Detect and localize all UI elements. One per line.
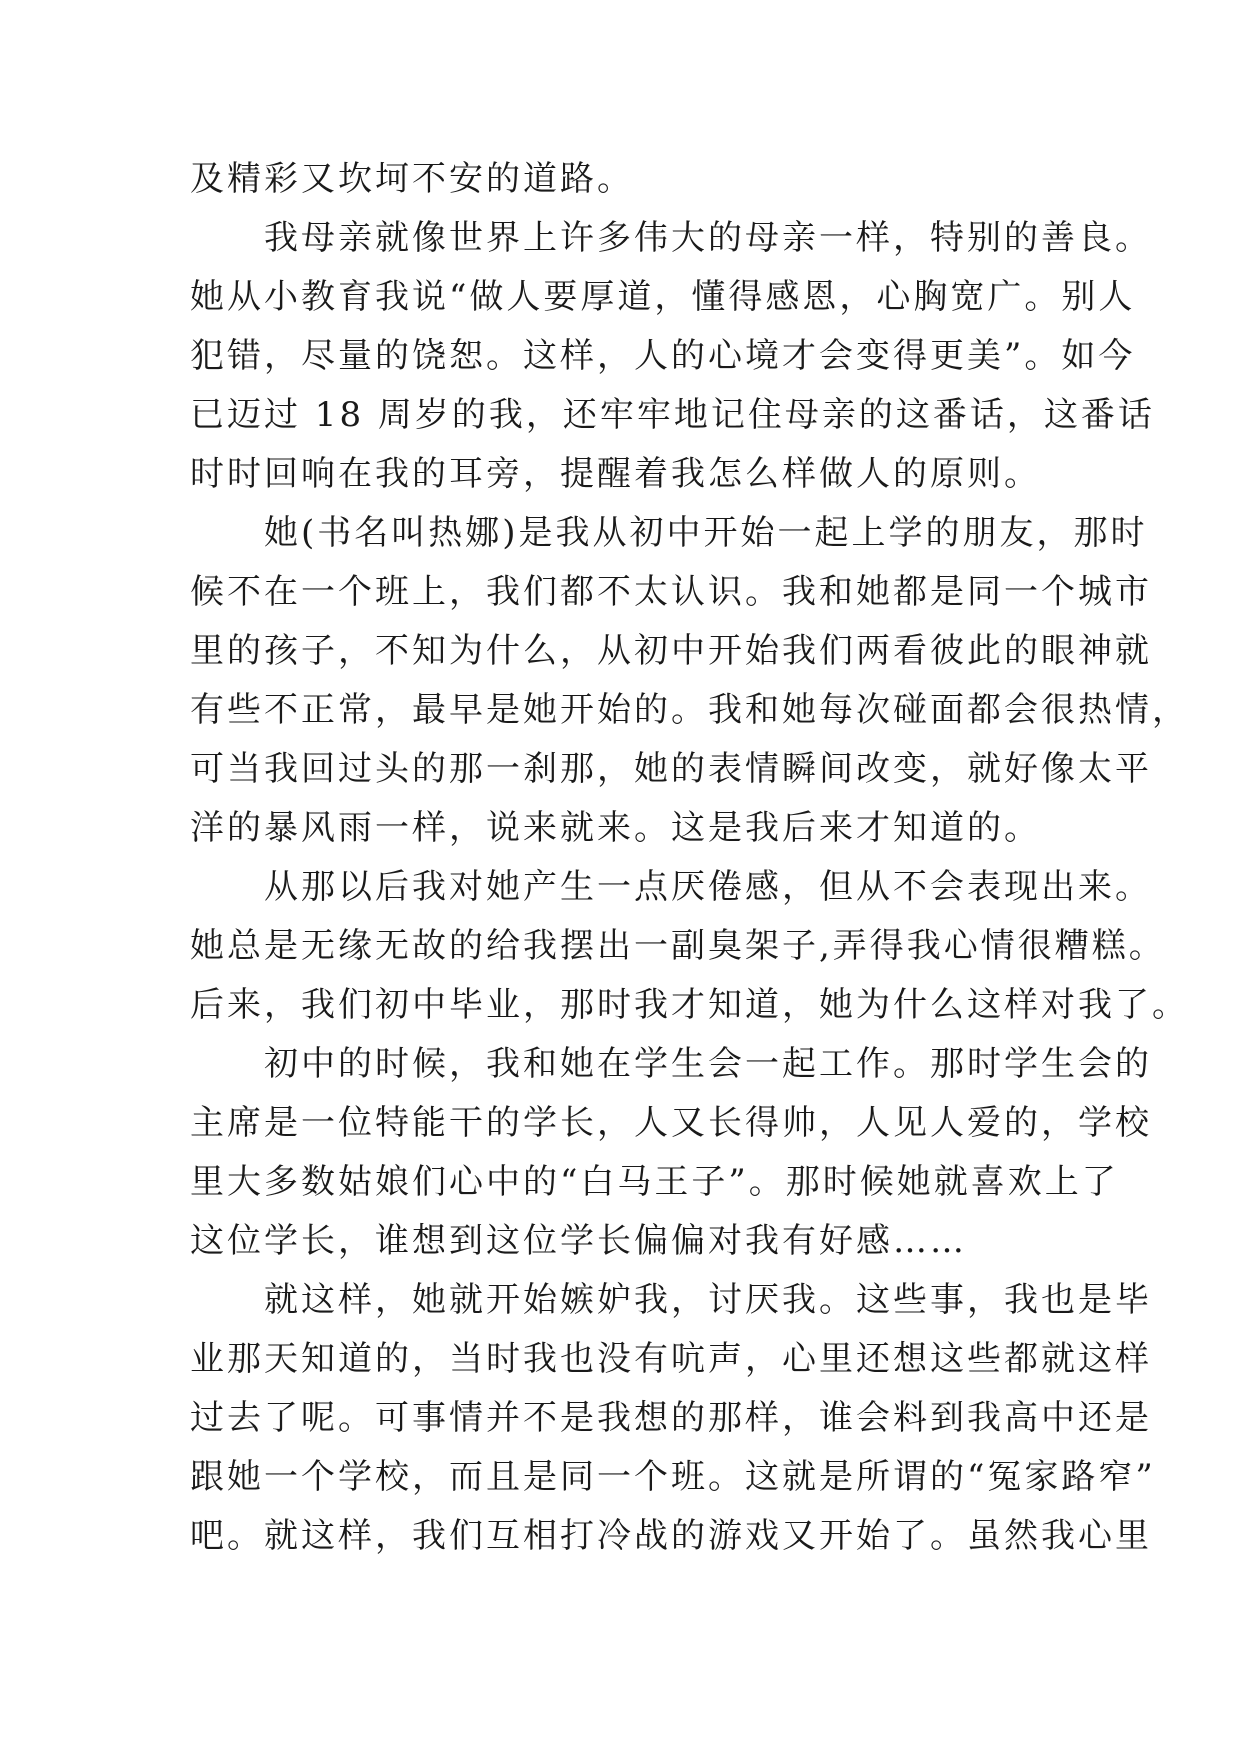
text-line: 业那天知道的，当时我也没有吭声，心里还想这些都就这样 — [190, 1339, 1152, 1379]
text-line: 里大多数姑娘们心中的“白马王子”。那时候她就喜欢上了 — [190, 1162, 1119, 1202]
text-line: 从那以后我对她产生一点厌倦感，但从不会表现出来。 — [190, 867, 1152, 907]
text-line: 主席是一位特能干的学长，人又长得帅，人见人爱的，学校 — [190, 1103, 1152, 1143]
text-line: 跟她一个学校，而且是同一个班。这就是所谓的“冤家路窄” — [190, 1457, 1156, 1497]
text-line: 这位学长，谁想到这位学长偏偏对我有好感…… — [190, 1221, 967, 1261]
text-line: 犯错，尽量的饶恕。这样，人的心境才会变得更美”。如今 — [190, 336, 1136, 376]
text-line: 时时回响在我的耳旁，提醒着我怎么样做人的原则。 — [190, 454, 1041, 494]
text-line: 及精彩又坎坷不安的道路。 — [190, 159, 634, 199]
text-line: 可当我回过头的那一刹那，她的表情瞬间改变，就好像太平 — [190, 749, 1152, 789]
text-line: 候不在一个班上，我们都不太认识。我和她都是同一个城市 — [190, 572, 1152, 612]
body-text — [190, 150, 1189, 1566]
text-line: 过去了呢。可事情并不是我想的那样，谁会料到我高中还是 — [190, 1398, 1152, 1438]
text-line: 吧。就这样，我们互相打冷战的游戏又开始了。虽然我心里 — [190, 1516, 1152, 1556]
text-line: 初中的时候，我和她在学生会一起工作。那时学生会的 — [190, 1044, 1152, 1084]
text-line: 有些不正常，最早是她开始的。我和她每次碰面都会很热情， — [190, 690, 1189, 730]
text-line: 已迈过 18 周岁的我，还牢牢地记住母亲的这番话，这番话 — [190, 395, 1155, 435]
text-line: 后来，我们初中毕业，那时我才知道，她为什么这样对我了。 — [190, 985, 1189, 1025]
text-line: 就这样，她就开始嫉妒我，讨厌我。这些事，我也是毕 — [190, 1280, 1152, 1320]
text-line: 里的孩子，不知为什么，从初中开始我们两看彼此的眼神就 — [190, 631, 1152, 671]
text-line: 她(书名叫热娜)是我从初中开始一起上学的朋友，那时 — [190, 513, 1148, 553]
text-line: 我母亲就像世界上许多伟大的母亲一样，特别的善良。 — [190, 218, 1152, 258]
text-line: 洋的暴风雨一样，说来就来。这是我后来才知道的。 — [190, 808, 1041, 848]
text-line: 她从小教育我说“做人要厚道，懂得感恩，心胸宽广。别人 — [190, 277, 1136, 317]
text-line: 她总是无缘无故的给我摆出一副臭架子,弄得我心情很糟糕。 — [190, 926, 1166, 966]
